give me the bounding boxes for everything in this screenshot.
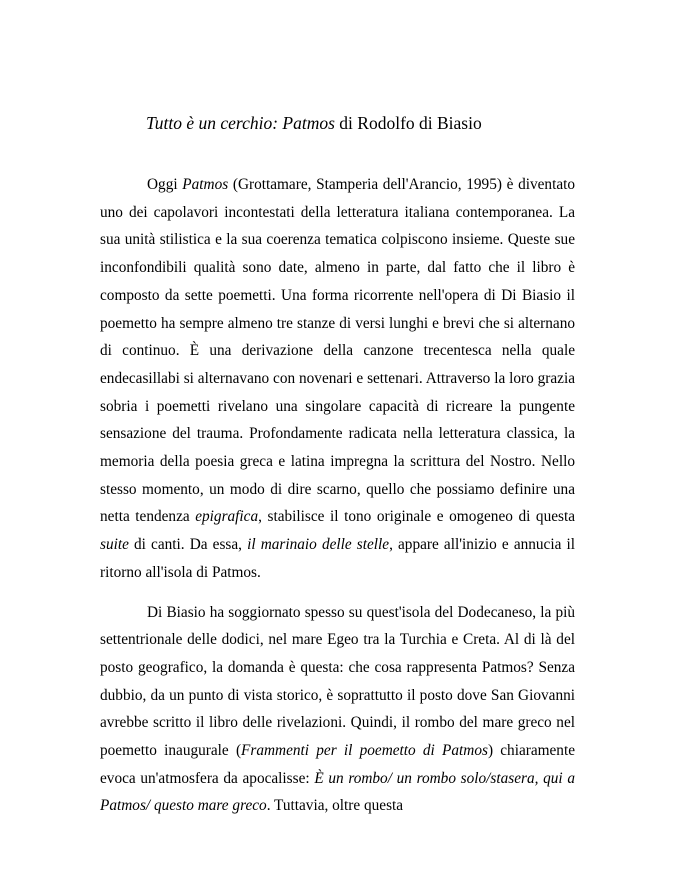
italic-segment: epigrafica xyxy=(195,508,259,526)
text-segment: (Grottamare, Stamperia dell'Arancio, 1995) è diventato uno dei capolavori incontestati della letteratura italiana contemporanea. La sua unità stilistica e la sua coerenza tematica colpiscono insieme. Queste sue inconfondibili qualità sono date, almeno in parte, dal fatto che il libro è composto da sette poemetti. Una forma ricorrente nell'opera di Di Biasio il poemetto ha sempre almeno tre stanze di versi lunghi e brevi che si alternano di continuo. È una derivazione della canzone trecentesca nella quale endecasillabi si alternavano con novenari e settenari. Attraverso la loro grazia sobria i poemetti rivelano una singolare capacità di ricreare la pungente sensazione del trauma. Profondamente radicata nella letteratura classica, la memoria della poesia greca e latina impregna la scrittura del Nostro. Nello stesso momento, un modo di dire scarno, quello che possiamo definire una netta tendenza xyxy=(100,176,576,526)
text-segment: , appare all'inizio e annucia il ritorno all'isola di Patmos. xyxy=(100,536,575,581)
paragraph-1 xyxy=(100,171,575,587)
title-italic-part: Tutto è un cerchio: xyxy=(146,113,283,133)
title-italic-patmos: Patmos xyxy=(282,113,335,133)
italic-segment: È un rombo/ un rombo solo/stasera, qui a Patmos/ questo mare greco xyxy=(100,769,575,815)
document-title xyxy=(146,112,482,134)
italic-segment: suite xyxy=(100,536,129,554)
italic-segment: Patmos xyxy=(182,176,229,193)
text-segment: . Tuttavia, oltre questa xyxy=(266,797,404,815)
italic-segment: il marinaio delle stelle xyxy=(247,536,390,554)
text-segment: , stabilisce il tono originale e omogeneo di questa xyxy=(258,508,576,526)
text-segment: Oggi xyxy=(147,176,183,193)
text-segment: Di Biasio ha soggiornato spesso su quest'isola del Dodecaneso, la più settentrionale delle dodici, nel mare Egeo tra la Turchia e Creta. Al di là del posto geografico, la domanda è questa: che cosa rappresenta Patmos? Senza dubbio, da un punto di vista storico, è soprattutto il posto dove San Giovanni avrebbe scritto il libro delle rivelazioni. Quindi, il rombo del mare greco nel poemetto inaugurale ( xyxy=(100,603,575,760)
italic-segment: Frammenti per il poemetto di Patmos xyxy=(241,742,488,760)
paragraph-2 xyxy=(100,599,575,821)
title-author-part: di Rodolfo di Biasio xyxy=(334,113,482,133)
text-segment: ) chiaramente evoca un'atmosfera da apocalisse: xyxy=(100,742,575,787)
text-segment: di canti. Da essa, xyxy=(128,536,248,554)
document-body xyxy=(100,171,575,832)
